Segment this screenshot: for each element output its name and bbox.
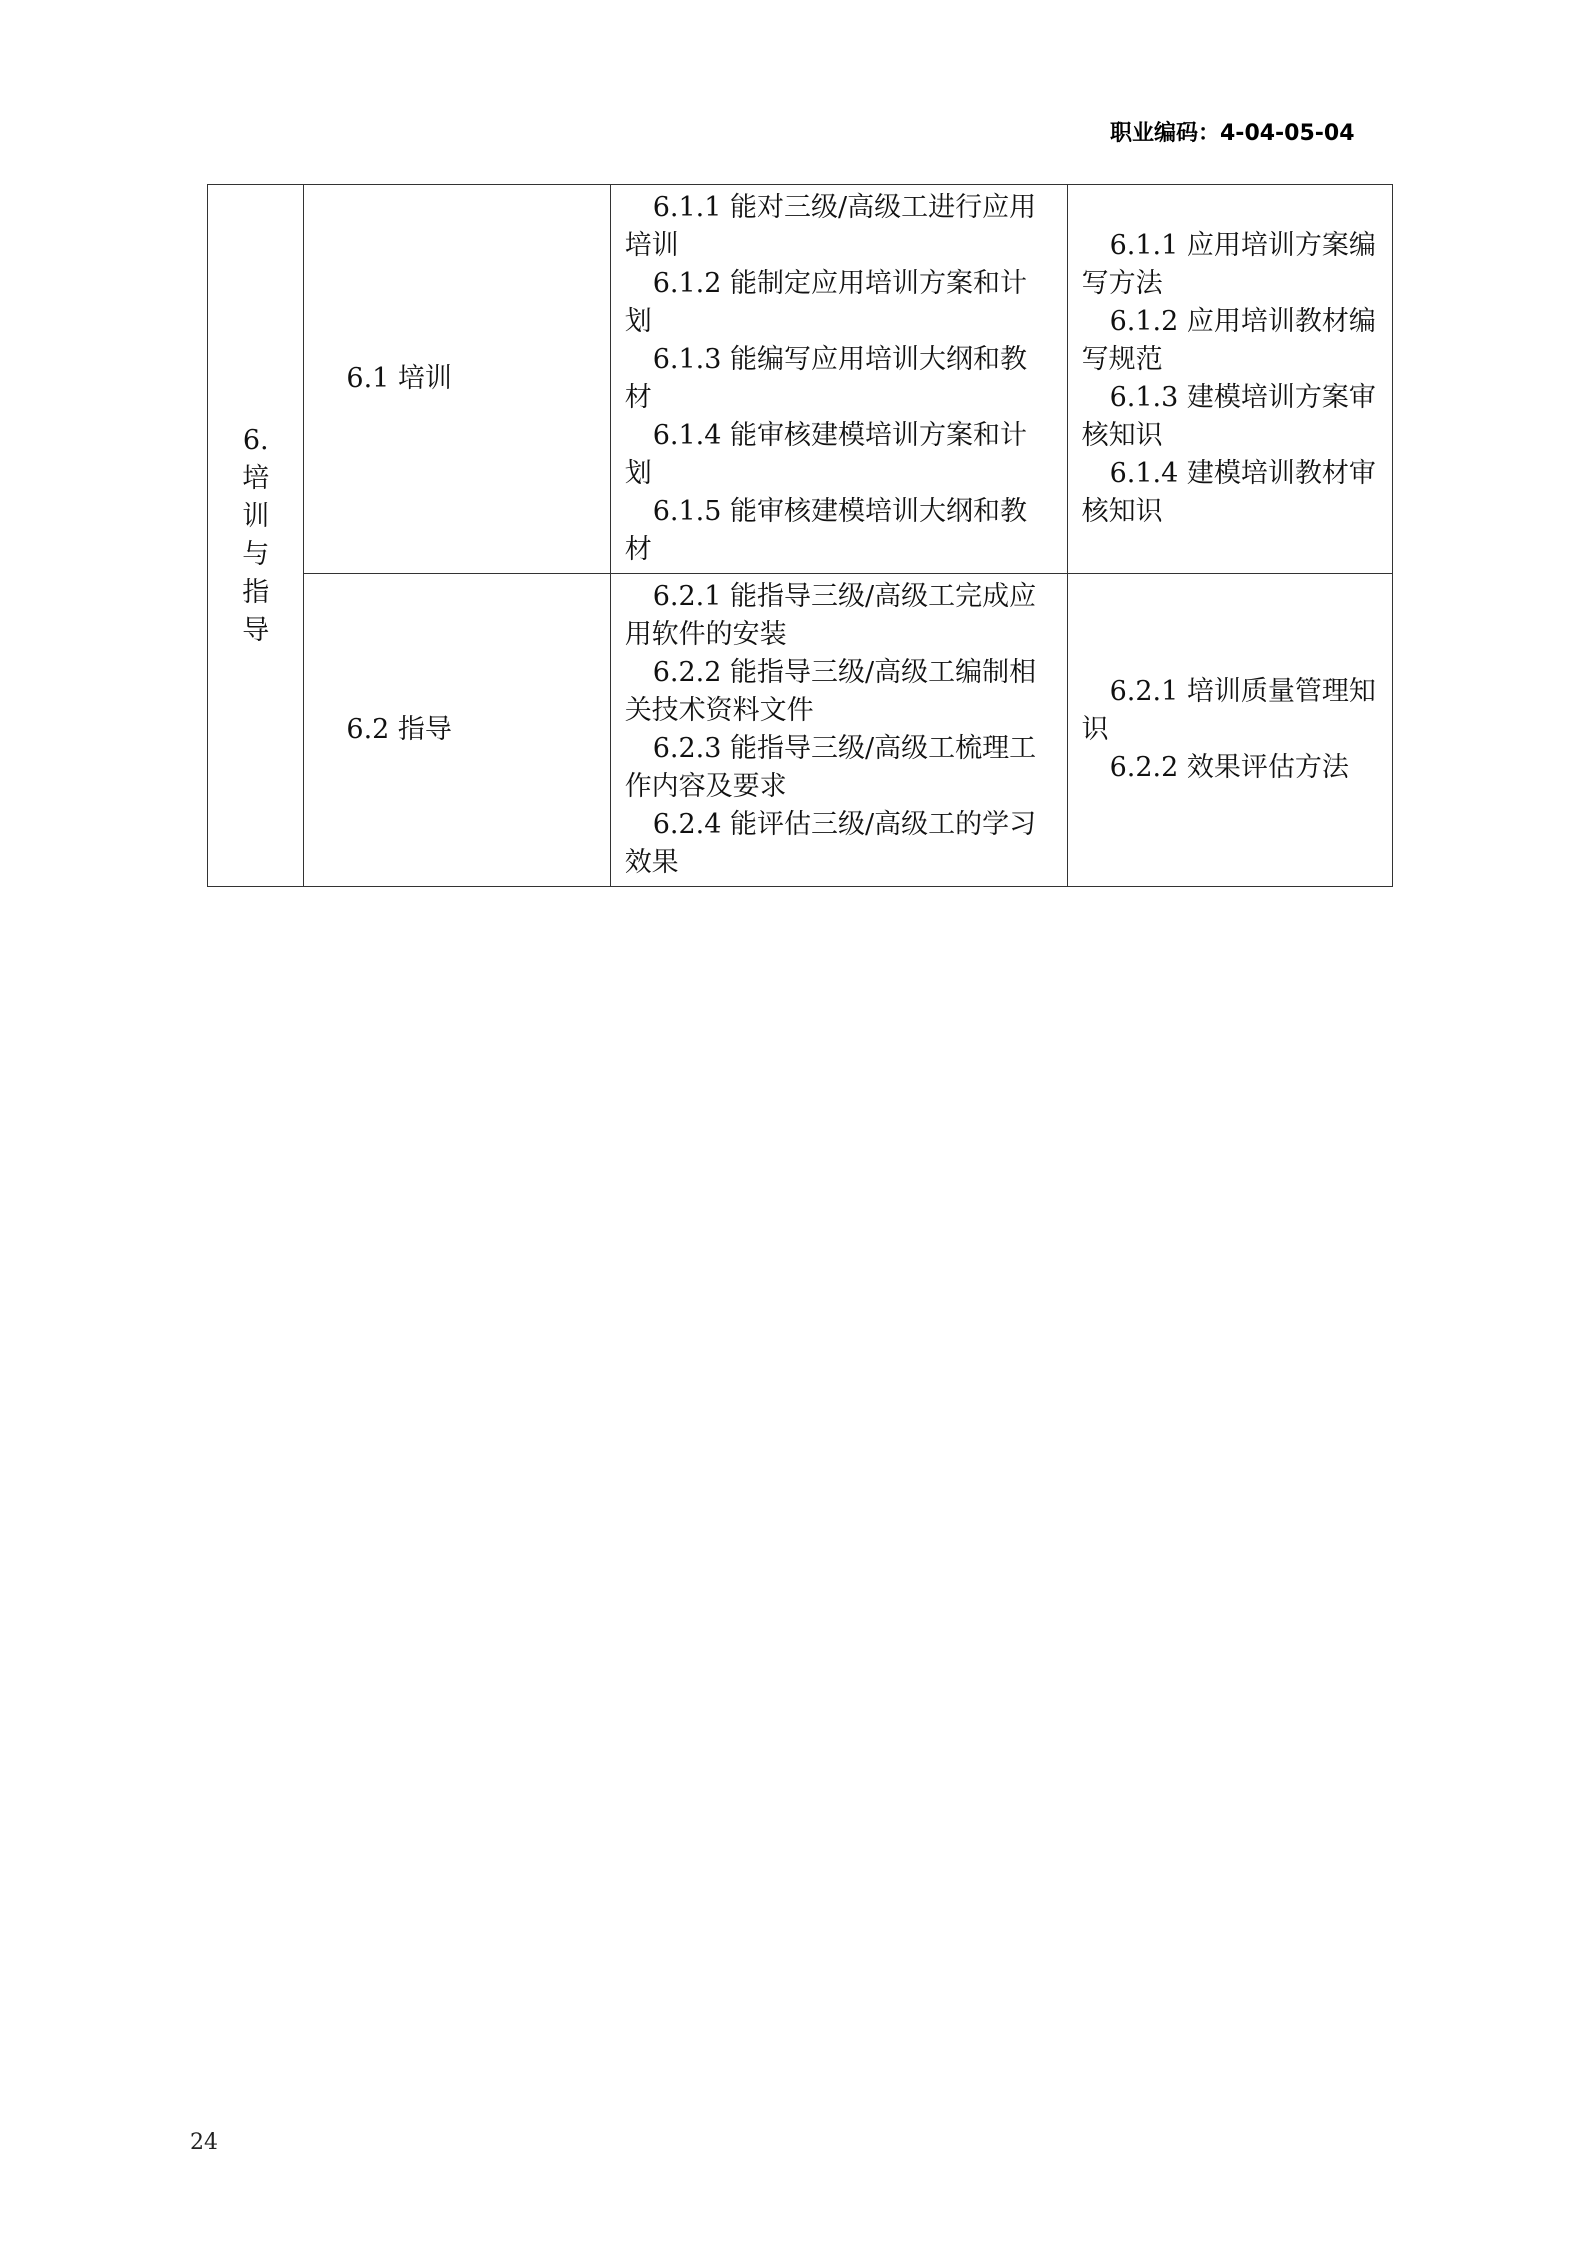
skill-item: 6.2.2 能指导三级/高级工编制相关技术资料文件 <box>624 657 1037 726</box>
knowledge-item: 6.1.2 应用培训教材编写规范 <box>1081 306 1376 375</box>
category-char: 与 <box>242 538 270 570</box>
skill-requirements-table <box>207 184 1393 887</box>
category-char: 训 <box>242 500 270 532</box>
category-cell <box>208 185 304 887</box>
page-number: 24 <box>190 2130 218 2155</box>
skill-item: 6.1.3 能编写应用培训大纲和教材 <box>624 344 1027 413</box>
category-char: 指 <box>242 576 270 608</box>
knowledge-item: 6.1.3 建模培训方案审核知识 <box>1081 382 1376 451</box>
work-unit-cell: 6.2 指导 <box>304 574 610 887</box>
skill-item: 6.2.1 能指导三级/高级工完成应用软件的安装 <box>624 581 1037 650</box>
knowledge-item: 6.1.1 应用培训方案编写方法 <box>1081 230 1376 299</box>
skill-item: 6.1.4 能审核建模培训方案和计划 <box>624 420 1027 489</box>
work-unit-cell: 6.1 培训 <box>304 185 610 574</box>
occupation-code: 职业编码：4-04-05-04 <box>1110 121 1355 146</box>
skills-cell <box>610 185 1067 574</box>
skill-item: 6.2.3 能指导三级/高级工梳理工作内容及要求 <box>624 733 1037 802</box>
table-row <box>208 185 1393 574</box>
knowledge-item: 6.2.2 效果评估方法 <box>1109 752 1349 783</box>
skill-item: 6.1.2 能制定应用培训方案和计划 <box>624 268 1027 337</box>
skill-item: 6.2.4 能评估三级/高级工的学习效果 <box>624 809 1037 878</box>
knowledge-item: 6.2.1 培训质量管理知识 <box>1081 676 1376 745</box>
category-char: 培 <box>242 462 270 494</box>
skill-item: 6.1.1 能对三级/高级工进行应用培训 <box>624 192 1037 261</box>
knowledge-item: 6.1.4 建模培训教材审核知识 <box>1081 458 1376 527</box>
skill-item: 6.1.5 能审核建模培训大纲和教材 <box>624 496 1027 565</box>
skills-cell <box>610 574 1067 887</box>
table-row <box>208 574 1393 887</box>
knowledge-cell <box>1067 185 1392 574</box>
category-char: 导 <box>242 614 270 646</box>
category-char: 6. <box>242 424 269 456</box>
knowledge-cell <box>1067 574 1392 887</box>
